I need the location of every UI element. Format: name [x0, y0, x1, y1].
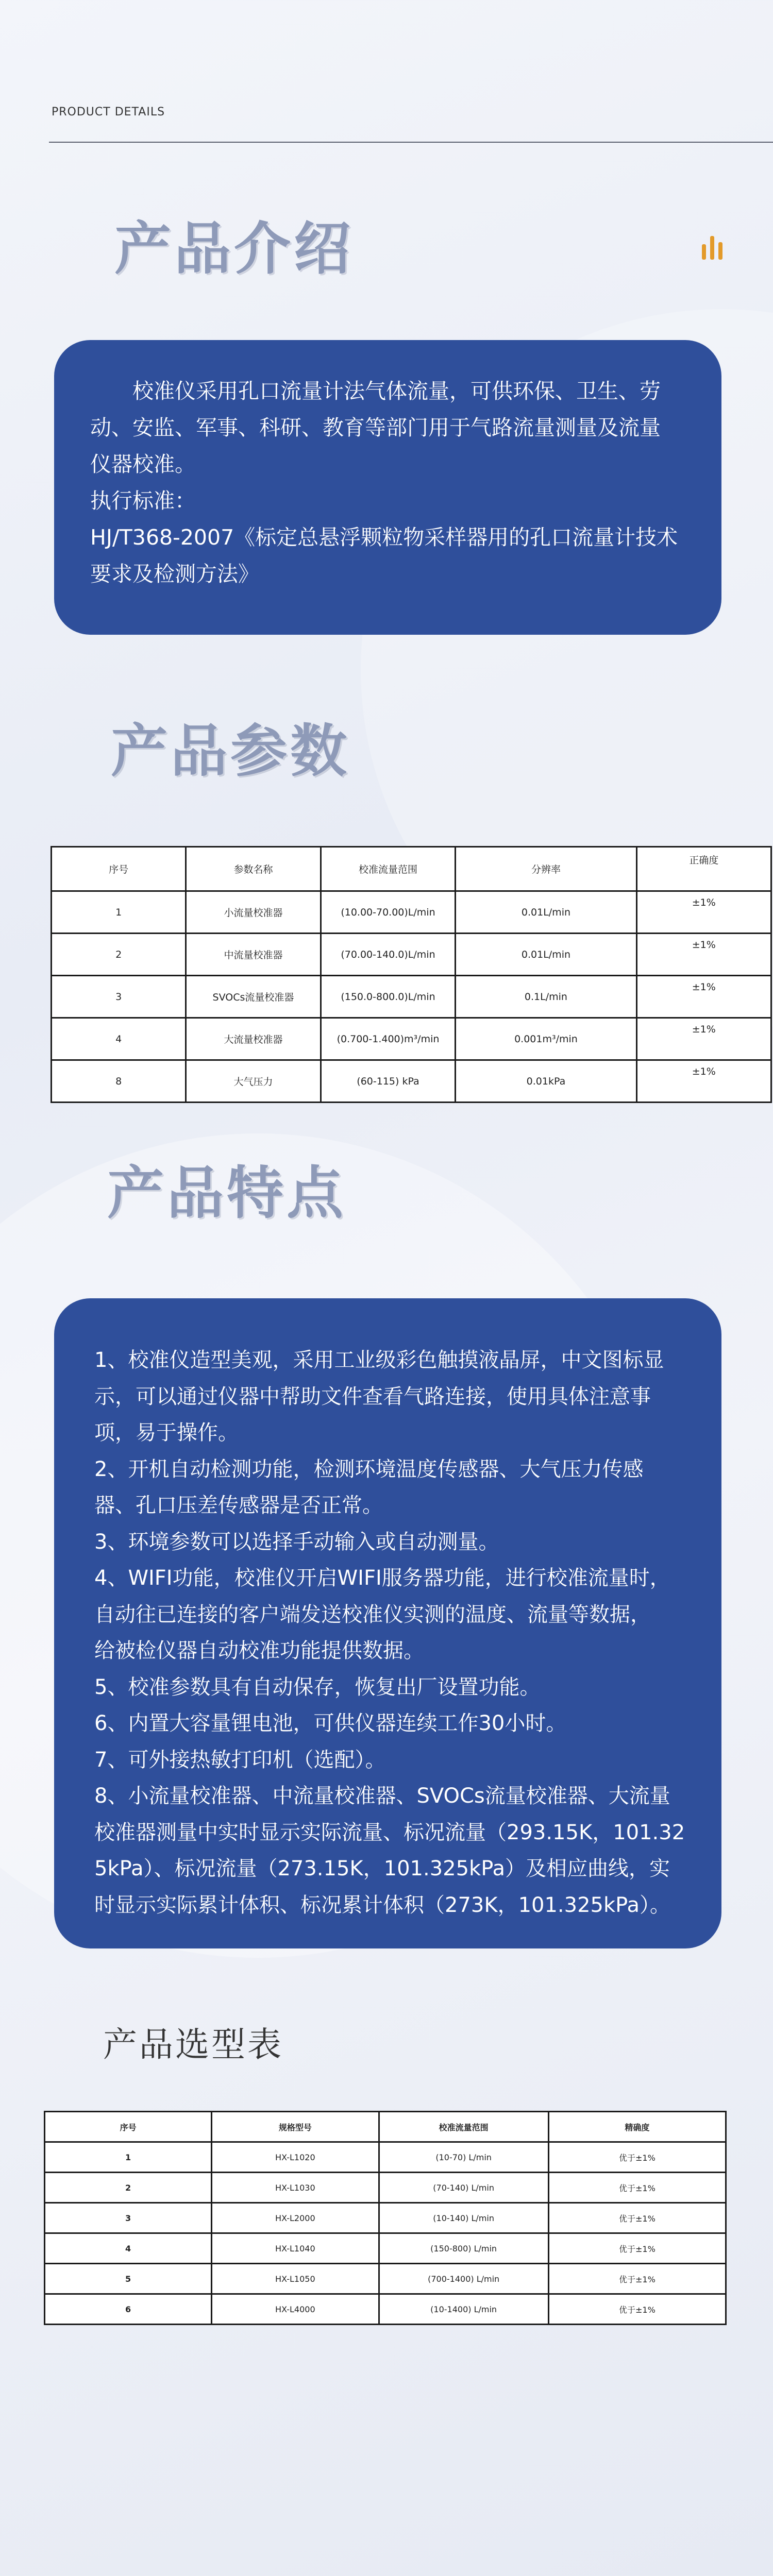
intro-box — [54, 340, 721, 635]
table-header-cell: 正确度 — [636, 847, 771, 891]
table-cell: 优于±1% — [548, 2233, 726, 2264]
table-cell: (150-800) L/min — [379, 2233, 548, 2264]
header-label: PRODUCT DETAILS — [52, 106, 165, 118]
intro-title: 产品介绍 — [114, 216, 354, 282]
table-cell: 0.01L/min — [456, 891, 636, 934]
table-row — [52, 1060, 771, 1103]
header-divider — [49, 142, 773, 143]
feature-line: 8、小流量校准器、中流量校准器、SVOCs流量校准器、大流量 — [94, 1784, 670, 1808]
table-row — [52, 934, 771, 976]
table-row — [52, 891, 771, 934]
table-cell: (10-140) L/min — [379, 2203, 548, 2233]
table-row — [45, 2294, 726, 2325]
bars-icon — [702, 236, 725, 260]
table-header-cell: 校准流量范围 — [379, 2112, 548, 2142]
table-cell: 8 — [52, 1060, 186, 1103]
table-cell: 小流量校准器 — [186, 891, 321, 934]
table-row — [45, 2142, 726, 2173]
features-title: 产品特点 — [107, 1160, 346, 1226]
table-cell: (70.00-140.0)L/min — [321, 934, 456, 976]
table-cell: 优于±1% — [548, 2203, 726, 2233]
table-cell: 5 — [45, 2264, 212, 2294]
table-cell: 4 — [52, 1018, 186, 1060]
table-header-cell: 校准流量范围 — [321, 847, 456, 891]
table-cell: ±1% — [636, 1060, 771, 1103]
feature-line: 自动往已连接的客户端发送校准仪实测的温度、流量等数据， — [94, 1602, 651, 1626]
feature-line: 3、环境参数可以选择手动输入或自动测量。 — [94, 1530, 499, 1554]
table-cell: ±1% — [636, 976, 771, 1018]
table-cell: 大气压力 — [186, 1060, 321, 1103]
selection-title: 产品选型表 — [103, 2025, 283, 2064]
table-cell: (10-70) L/min — [379, 2142, 548, 2173]
table-header-cell: 规格型号 — [212, 2112, 379, 2142]
table-cell: (10.00-70.00)L/min — [321, 891, 456, 934]
table-cell: 4 — [45, 2233, 212, 2264]
table-header-cell: 精确度 — [548, 2112, 726, 2142]
feature-line: 时显示实际累计体积、标况累计体积（273K，101.325kPa）。 — [94, 1893, 670, 1917]
params-table — [51, 846, 772, 1103]
table-cell: ±1% — [636, 1018, 771, 1060]
table-cell: 0.001m³/min — [456, 1018, 636, 1060]
features-box — [54, 1298, 721, 1948]
table-cell: HX-L4000 — [212, 2294, 379, 2325]
table-cell: HX-L1050 — [212, 2264, 379, 2294]
table-cell: 优于±1% — [548, 2142, 726, 2173]
table-header-cell: 序号 — [45, 2112, 212, 2142]
feature-line: 1、校准仪造型美观，采用工业级彩色触摸液晶屏，中文图标显 — [94, 1348, 664, 1372]
feature-line: 6、内置大容量锂电池，可供仪器连续工作30小时。 — [94, 1711, 567, 1735]
table-cell: (60-115) kPa — [321, 1060, 456, 1103]
table-cell: (10-1400) L/min — [379, 2294, 548, 2325]
table-row — [45, 2203, 726, 2233]
table-cell: 中流量校准器 — [186, 934, 321, 976]
table-row — [45, 2233, 726, 2264]
table-header-cell: 序号 — [52, 847, 186, 891]
feature-line: 2、开机自动检测功能，检测环境温度传感器、大气压力传感 — [94, 1457, 644, 1481]
table-cell: 3 — [45, 2203, 212, 2233]
table-cell: 3 — [52, 976, 186, 1018]
feature-line: 给被检仪器自动校准功能提供数据。 — [94, 1639, 424, 1663]
table-header-cell: 分辨率 — [456, 847, 636, 891]
intro-line: 动、安监、军事、科研、教育等部门用于气路流量测量及流量 — [90, 415, 661, 440]
intro-line: 执行标准： — [90, 488, 196, 513]
table-cell: 1 — [45, 2142, 212, 2173]
table-cell: 1 — [52, 891, 186, 934]
table-header-row — [45, 2112, 726, 2142]
table-cell: 0.01kPa — [456, 1060, 636, 1103]
table-row — [52, 1018, 771, 1060]
selection-table — [44, 2111, 727, 2325]
table-cell: HX-L2000 — [212, 2203, 379, 2233]
table-row — [45, 2264, 726, 2294]
table-cell: SVOCs流量校准器 — [186, 976, 321, 1018]
table-cell: HX-L1020 — [212, 2142, 379, 2173]
table-cell: (70-140) L/min — [379, 2173, 548, 2203]
table-cell: 0.01L/min — [456, 934, 636, 976]
feature-line: 5、校准参数具有自动保存，恢复出厂设置功能。 — [94, 1675, 541, 1699]
table-cell: HX-L1030 — [212, 2173, 379, 2203]
feature-line: 校准器测量中实时显示实际流量、标况流量（293.15K，101.32 — [94, 1820, 685, 1844]
table-cell: 2 — [45, 2173, 212, 2203]
table-cell: 6 — [45, 2294, 212, 2325]
table-cell: 0.1L/min — [456, 976, 636, 1018]
table-cell: ±1% — [636, 891, 771, 934]
feature-line: 7、可外接热敏打印机（选配）。 — [94, 1748, 386, 1772]
table-row — [45, 2173, 726, 2203]
table-cell: (150.0-800.0)L/min — [321, 976, 456, 1018]
intro-line: 仪器校准。 — [90, 452, 196, 477]
feature-line: 5kPa）、标况流量（273.15K，101.325kPa）及相应曲线，实 — [94, 1857, 670, 1880]
table-cell: 大流量校准器 — [186, 1018, 321, 1060]
intro-line: 要求及检测方法》 — [90, 562, 259, 586]
table-cell: 优于±1% — [548, 2264, 726, 2294]
table-cell: 优于±1% — [548, 2173, 726, 2203]
feature-line: 4、WIFI功能，校准仪开启WIFI服务器功能，进行校准流量时， — [94, 1566, 670, 1590]
params-title: 产品参数 — [111, 718, 350, 784]
table-cell: 优于±1% — [548, 2294, 726, 2325]
intro-line: 校准仪采用孔口流量计法气体流量，可供环保、卫生、劳 — [90, 379, 661, 403]
table-cell: ±1% — [636, 934, 771, 976]
feature-line: 示，可以通过仪器中帮助文件查看气路连接，使用具体注意事 — [94, 1384, 651, 1409]
feature-line: 项，易于操作。 — [94, 1421, 239, 1445]
table-cell: (0.700-1.400)m³/min — [321, 1018, 456, 1060]
table-row — [52, 976, 771, 1018]
table-header-row — [52, 847, 771, 891]
table-cell: (700-1400) L/min — [379, 2264, 548, 2294]
feature-line: 器、孔口压差传感器是否正常。 — [94, 1494, 383, 1517]
table-cell: 2 — [52, 934, 186, 976]
table-header-cell: 参数名称 — [186, 847, 321, 891]
table-cell: HX-L1040 — [212, 2233, 379, 2264]
intro-line: HJ/T368-2007《标定总悬浮颗粒物采样器用的孔口流量计技术 — [90, 525, 678, 550]
